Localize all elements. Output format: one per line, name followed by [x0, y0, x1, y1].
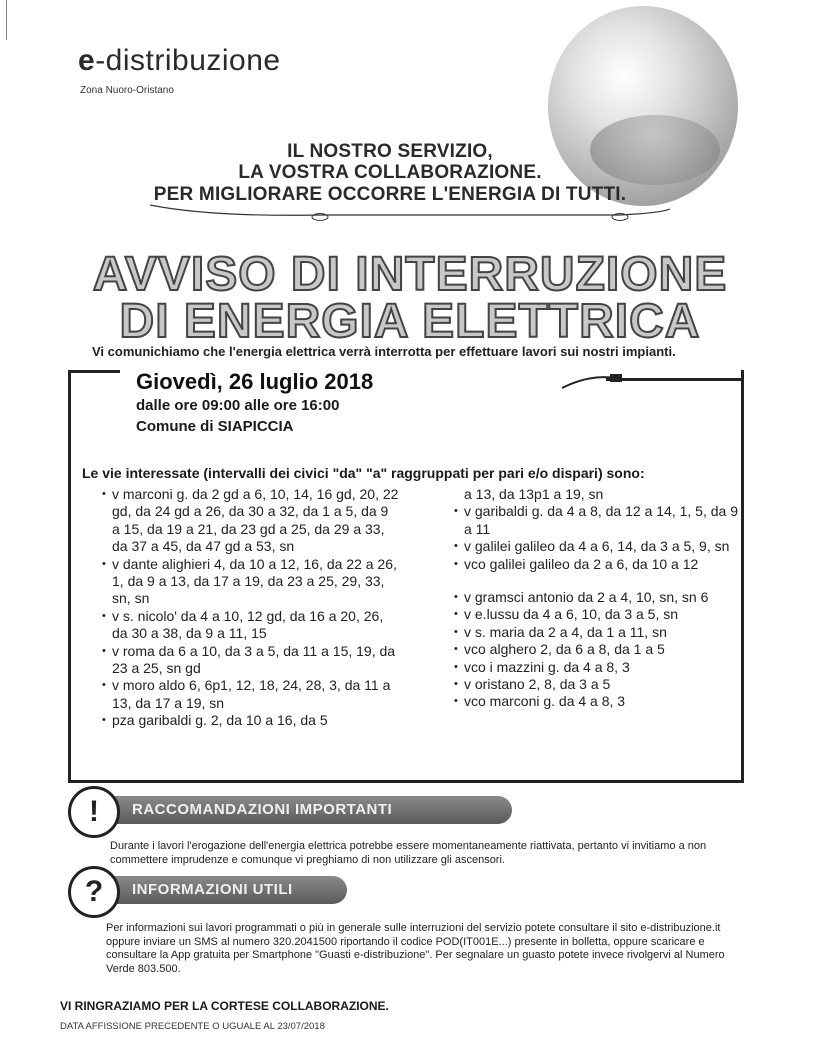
info-header: INFORMAZIONI UTILI	[112, 876, 347, 904]
slogan-line-2: LA VOSTRA COLLABORAZIONE.	[238, 162, 542, 183]
street-item: • vco galilei galileo da 2 a 6, da 10 a 12	[452, 556, 742, 573]
slogan-line-3: PER MIGLIORARE OCCORRE L'ENERGIA DI TUTTI.	[153, 184, 627, 205]
recommendations-text: Durante i lavori l'erogazione dell'energia elettrica potrebbe essere momentaneamente riattivata, pertanto vi invitiamo a non commettere imprudenze e comunque vi preghiamo di non utilizzare gli ascensori.	[110, 840, 707, 866]
recommendations-header: RACCOMANDAZIONI IMPORTANTI	[112, 796, 512, 824]
info-text: Per informazioni sui lavori programmati o più in generale sulle interruzioni del servizio potete consultare il sito e-distribuzione.it oppure inviare un SMS al numero 320.2041500 riportando il codice POD(IT001E...) presente in bolletta, oppure scaricare e consultare la App gratuita per Smartphone "Guasti e-distribuzione". Per segnalare un guasto potete invece rivolgervi al Numero Verde 803.500.	[106, 922, 725, 975]
street-item-continued: a 13, da 13p1 a 19, sn	[464, 486, 604, 502]
street-item: • vco alghero 2, da 6 a 8, da 1 a 5	[452, 641, 742, 658]
street-item: • vco i mazzini g. da 4 a 8, 3	[452, 659, 742, 676]
brand-logo	[78, 44, 281, 78]
notice-title-line-2: DI ENERGIA ELETTRICA	[119, 295, 701, 348]
street-item: • v oristano 2, 8, da 3 a 5	[452, 676, 742, 693]
interruption-hours: dalle ore 09:00 alle ore 16:00	[136, 397, 340, 414]
street-item: • v roma da 6 a 10, da 3 a 5, da 11 a 15, 19, da 23 a 25, sn gd	[100, 643, 400, 678]
streets-list-right	[452, 486, 742, 711]
warning-icon: !	[68, 786, 120, 838]
notice-title-line-1: AVVISO DI INTERRUZIONE	[92, 248, 728, 301]
notice-box-top-left	[68, 370, 120, 373]
street-item: • v moro aldo 6, 6p1, 12, 18, 24, 28, 3, da 11 a 13, da 17 a 19, sn	[100, 677, 400, 712]
street-item: • vco marconi g. da 4 a 8, 3	[452, 693, 742, 710]
street-item: • v garibaldi g. da 4 a 8, da 12 a 14, 1, 5, da 9 a 11	[452, 503, 742, 538]
street-item: • v galilei galileo da 4 a 6, 14, da 3 a 5, 9, sn	[452, 538, 742, 555]
streets-list-left	[100, 486, 400, 730]
affix-date: DATA AFFISSIONE PRECEDENTE O UGUALE AL 23/07/2018	[60, 1021, 325, 1032]
street-item: • v gramsci antonio da 2 a 4, 10, sn, sn 6	[452, 589, 742, 606]
street-item: • v s. maria da 2 a 4, da 1 a 11, sn	[452, 624, 742, 641]
street-item: • v s. nicolo' da 4 a 10, 12 gd, da 16 a 20, 26, da 30 a 38, da 9 a 11, 15	[100, 608, 400, 643]
brand-logo-text: -distribuzione	[95, 44, 281, 77]
street-item: • v dante alighieri 4, da 10 a 12, 16, da 22 a 26, 1, da 9 a 13, da 17 a 19, da 23 a 25, 29, 33, sn, sn	[100, 556, 400, 608]
margin-mark	[6, 0, 7, 40]
cable-connector-icon	[560, 368, 680, 392]
plug-cable-icon	[150, 195, 670, 221]
street-item: • v e.lussu da 4 a 6, 10, da 3 a 5, sn	[452, 606, 742, 623]
street-item: • pza garibaldi g. 2, da 10 a 16, da 5	[100, 712, 400, 729]
municipality: Comune di SIAPICCIA	[136, 418, 294, 435]
question-icon: ?	[68, 866, 120, 918]
interruption-date: Giovedì, 26 luglio 2018	[136, 369, 374, 394]
street-item: • v marconi g. da 2 gd a 6, 10, 14, 16 gd, 20, 22 gd, da 24 gd a 26, da 30 a 32, da 1 a 5, da 9 a 15, da 19 a 21, da 23 gd a 25, da 29 a 33, da 37 a 45, da 47 gd a 53, sn	[100, 486, 400, 556]
intro-text: Vi comunichiamo che l'energia elettrica verrà interrotta per effettuare lavori sui nostri impianti.	[92, 344, 676, 359]
streets-heading: Le vie interessate (intervalli dei civici "da" "a" raggruppati per pari e/o dispari) sono:	[82, 465, 645, 481]
zone-label: Zona Nuoro-Oristano	[80, 85, 174, 96]
slogan-line-1: IL NOSTRO SERVIZIO,	[287, 141, 493, 162]
brand-logo-mark: e	[78, 44, 96, 77]
thanks-text: VI RINGRAZIAMO PER LA CORTESE COLLABORAZIONE.	[60, 999, 389, 1013]
